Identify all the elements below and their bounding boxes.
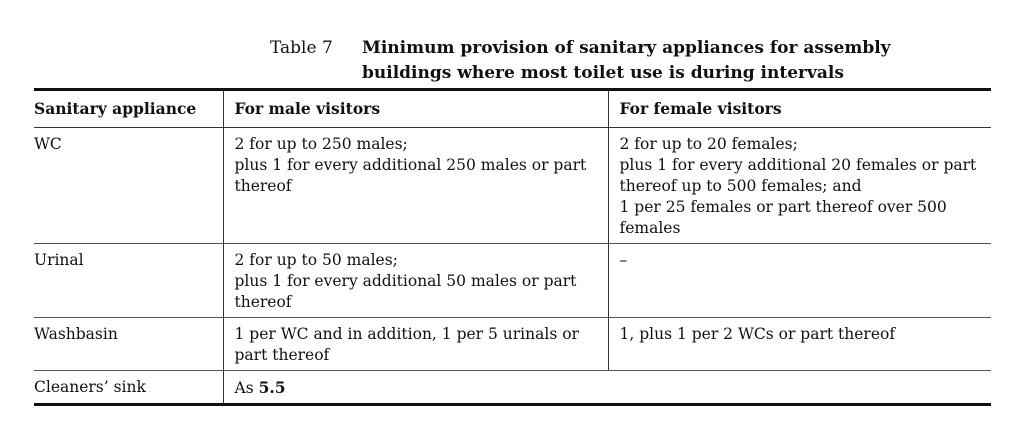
- table-header-row: [34, 90, 991, 128]
- header-sanitary-appliance: Sanitary appliance: [34, 90, 223, 128]
- caption-title-line-2: buildings where most toilet use is during intervals: [362, 63, 844, 83]
- table-row-wc: [34, 128, 991, 244]
- cell-male-washbasin: [223, 318, 608, 371]
- cell-appliance-cleaners-sink: Cleaners’ sink: [34, 378, 146, 396]
- cell-text-line: plus 1 for every additional 20 females or part thereof up to 500 females; and: [619, 156, 977, 195]
- cell-text-line: 1 per WC and in addition, 1 per 5 urinals or part thereof: [234, 325, 579, 364]
- cell-male-urinal: [223, 244, 608, 318]
- caption-label: Table 7: [270, 38, 333, 58]
- table-caption: [270, 36, 942, 86]
- cell-text-line: –: [619, 251, 628, 269]
- cell-female-wc: [608, 128, 991, 244]
- cell-text-line: plus 1 for every additional 250 males or part thereof: [234, 156, 587, 195]
- caption-title-line-1: Minimum provision of sanitary appliances for assembly: [362, 38, 891, 58]
- cell-text-line: 1 per 25 females or part thereof over 500 females: [619, 198, 947, 237]
- table-row-urinal: [34, 244, 991, 318]
- cell-text-line: 2 for up to 50 males;: [234, 251, 398, 269]
- sanitary-appliances-table: [34, 88, 991, 406]
- cell-prefix: As: [234, 379, 254, 397]
- cell-male-wc: [223, 128, 608, 244]
- cell-female-urinal: [608, 244, 991, 318]
- table-row-cleaners-sink: [34, 371, 991, 405]
- cell-appliance-urinal: Urinal: [34, 244, 223, 318]
- caption-title: [362, 36, 942, 86]
- header-female-visitors: For female visitors: [608, 90, 991, 128]
- header-male-visitors: For male visitors: [223, 90, 608, 128]
- cell-text-line: 2 for up to 250 males;: [234, 135, 408, 153]
- cell-cleaners-sink-provision: [223, 371, 991, 405]
- cell-text-line: 1, plus 1 per 2 WCs or part thereof: [619, 325, 896, 343]
- cell-appliance-washbasin: Washbasin: [34, 318, 223, 371]
- table-row-washbasin: [34, 318, 991, 371]
- cell-text-line: plus 1 for every additional 50 males or part thereof: [234, 272, 577, 311]
- cell-female-washbasin: [608, 318, 991, 371]
- cell-appliance-wc: WC: [34, 128, 223, 244]
- cell-text-line: 2 for up to 20 females;: [619, 135, 798, 153]
- section-reference: 5.5: [258, 378, 286, 397]
